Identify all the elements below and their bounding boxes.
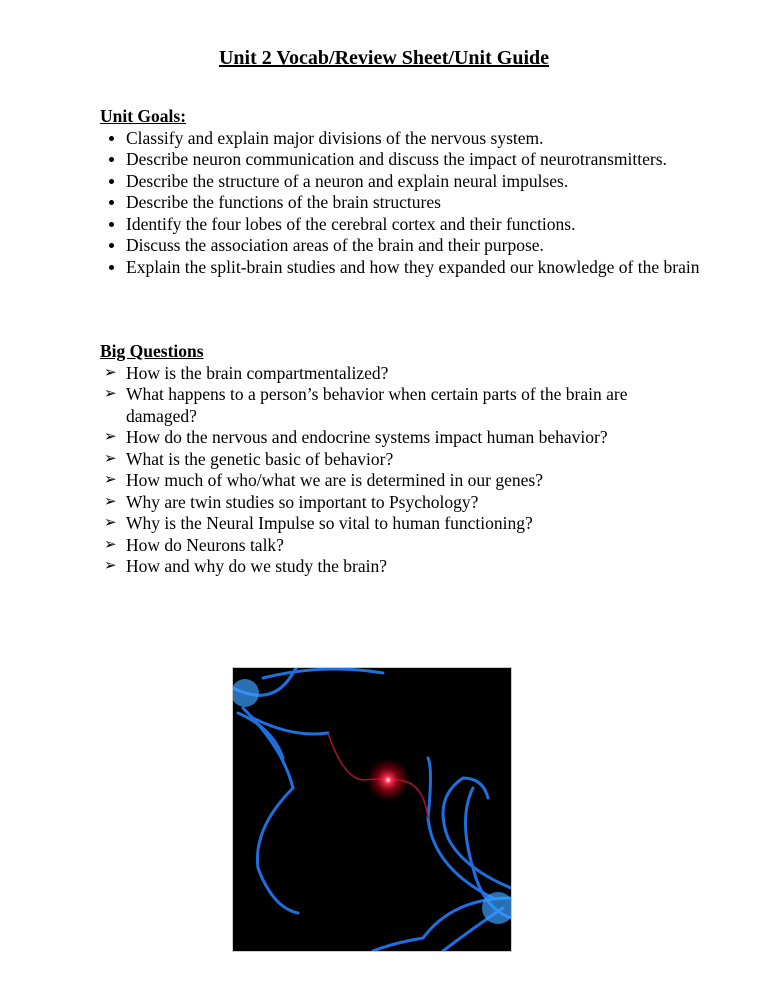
question-item [100, 363, 700, 385]
question-text: Why are twin studies so important to Psychology? [126, 491, 479, 512]
goal-item: Describe neuron communication and discuss the impact of neurotransmitters. [100, 149, 700, 171]
question-text: How is the brain compartmentalized? [126, 362, 389, 383]
question-item [100, 556, 700, 578]
arrow-bullet-icon: ➢ [104, 515, 117, 531]
question-text: What happens to a person’s behavior when certain parts of the brain are damaged? [126, 384, 628, 426]
question-text: How much of who/what we are is determined in our genes? [126, 470, 543, 490]
goal-item: Identify the four lobes of the cerebral cortex and their functions. [100, 214, 700, 236]
page-title: Unit 2 Vocab/Review Sheet/Unit Guide [218, 47, 550, 69]
big-questions-section [100, 341, 700, 578]
unit-goals-list [100, 128, 700, 279]
arrow-bullet-icon: ➢ [104, 386, 117, 402]
arrow-bullet-icon: ➢ [104, 429, 117, 445]
question-item [100, 535, 700, 557]
unit-goals-heading: Unit Goals: [100, 106, 187, 126]
question-text: How and why do we study the brain? [126, 556, 387, 576]
question-text: How do the nervous and endocrine systems impact human behavior? [126, 427, 608, 447]
question-text: Why is the Neural Impulse so vital to human functioning? [126, 513, 533, 533]
big-questions-heading: Big Questions [100, 341, 204, 361]
arrow-bullet-icon: ➢ [104, 472, 117, 488]
goal-item: Describe the functions of the brain structures [100, 192, 700, 214]
arrow-bullet-icon: ➢ [104, 493, 117, 510]
big-questions-list [100, 363, 700, 578]
arrow-bullet-icon: ➢ [104, 450, 117, 467]
arrow-bullet-icon: ➢ [104, 558, 117, 574]
question-item [100, 470, 700, 492]
question-item [100, 427, 700, 449]
question-item [100, 449, 700, 471]
neuron-image [232, 667, 512, 952]
question-item [100, 513, 700, 535]
goal-item: Explain the split-brain studies and how they expanded our knowledge of the brain [100, 257, 706, 279]
unit-goals-section [100, 106, 700, 278]
goal-item: Classify and explain major divisions of the nervous system. [100, 128, 700, 150]
question-text: What is the genetic basic of behavior? [126, 448, 394, 469]
goal-item: Describe the structure of a neuron and explain neural impulses. [100, 171, 700, 193]
arrow-bullet-icon: ➢ [104, 536, 117, 553]
goal-item: Discuss the association areas of the brain and their purpose. [100, 235, 700, 257]
arrow-bullet-icon: ➢ [104, 364, 117, 381]
question-item [100, 384, 686, 427]
question-text: How do Neurons talk? [126, 534, 284, 555]
question-item [100, 492, 700, 514]
